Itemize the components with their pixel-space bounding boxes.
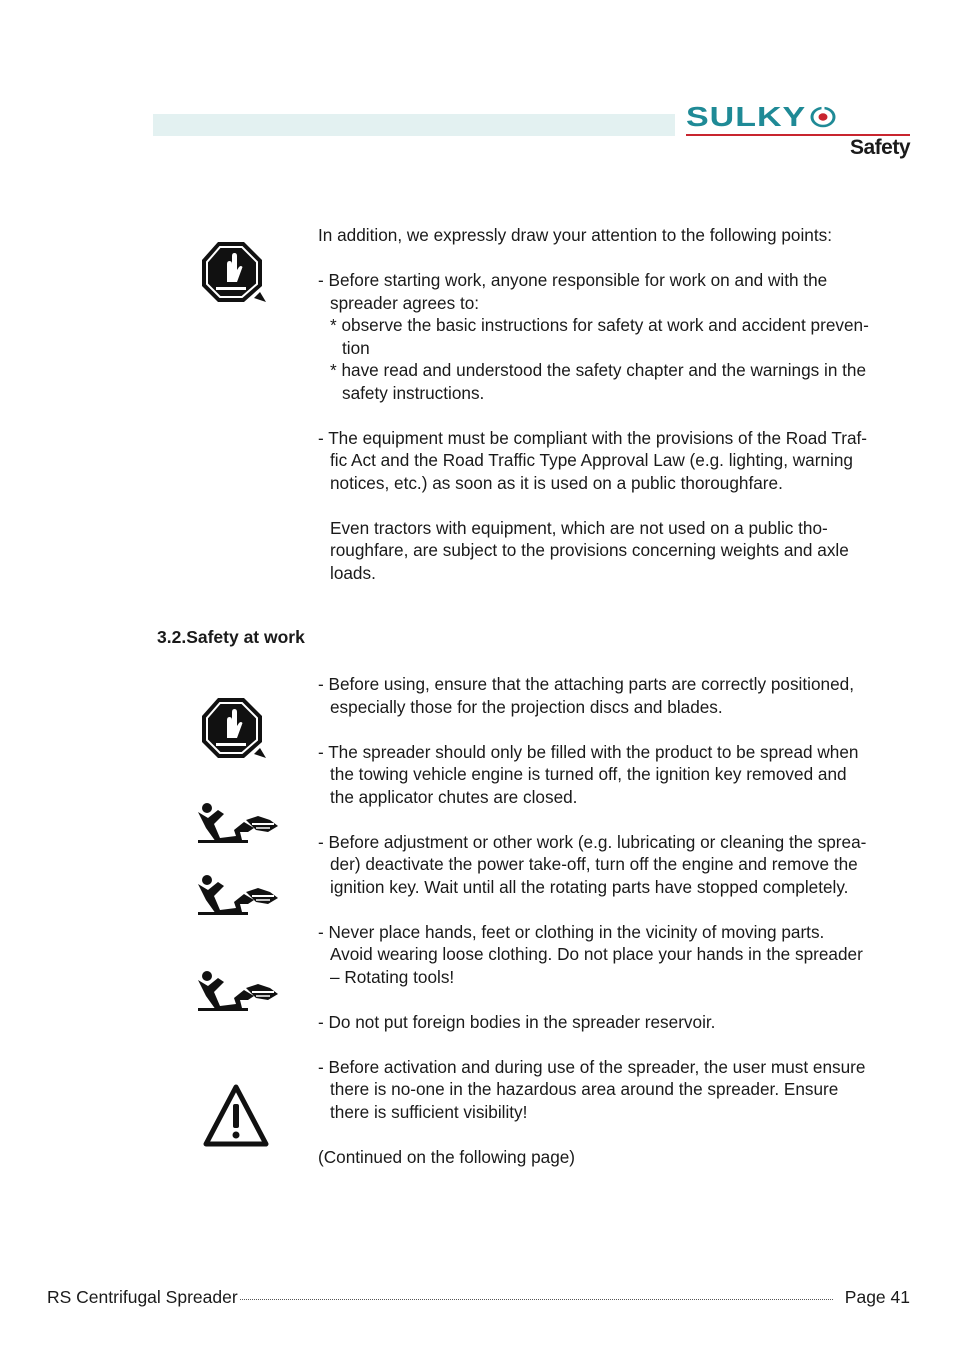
footer-title: RS Centrifugal Spreader (47, 1287, 238, 1307)
sulky-logo (686, 100, 912, 134)
list-item-cont: fic Act and the Road Traffic Type Approval Law (e.g. lighting, warning (330, 450, 853, 470)
section-heading: 3.2.Safety at work (157, 627, 305, 647)
list-item: - Before adjustment or other work (e.g. lubricating or cleaning the sprea- (318, 831, 867, 852)
stop-hand-icon (200, 696, 268, 762)
safety-at-work-block (318, 673, 912, 1168)
page-number: Page 41 (844, 1287, 910, 1307)
sub-list-item-cont: safety instructions. (342, 382, 485, 403)
paragraph: loads. (330, 562, 376, 583)
list-item-cont: the towing vehicle engine is turned off, the ignition key removed and (330, 764, 847, 784)
continued-note: (Continued on the following page) (318, 1146, 576, 1167)
entanglement-hazard-icon (196, 802, 280, 844)
brand-name: SULKY (686, 101, 807, 133)
sub-list-item-cont: tion (342, 337, 370, 358)
list-item-cont: there is no-one in the hazardous area around the spreader. Ensure (330, 1079, 839, 1099)
brand-mark-icon (810, 106, 836, 127)
list-item-cont: notices, etc.) as soon as it is used on a public thoroughfare. (330, 472, 783, 493)
list-item-cont: the applicator chutes are closed. (330, 786, 578, 807)
list-item-cont: spreader agrees to: (330, 292, 480, 313)
intro-text: In addition, we expressly draw your attention to the following points: (318, 225, 833, 245)
stop-hand-icon (200, 240, 268, 306)
list-item: - Before activation and during use of the spreader, the user must ensure (318, 1056, 866, 1077)
list-item-cont: der) deactivate the power take-off, turn off the engine and remove the (330, 854, 858, 874)
page-footer (47, 1287, 910, 1308)
footer-leader-dots (240, 1299, 833, 1300)
list-item-cont: Avoid wearing loose clothing. Do not place your hands in the spreader (330, 944, 863, 964)
safety-points-block (318, 224, 912, 584)
entanglement-hazard-icon (196, 874, 280, 916)
sub-list-item: * observe the basic instructions for safety at work and accident preven- (330, 315, 869, 335)
header-band (153, 114, 675, 136)
list-item: - Do not put foreign bodies in the spreader reservoir. (318, 1011, 716, 1032)
section-title: Safety (849, 136, 910, 159)
list-item: - Before starting work, anyone responsible for work on and with the (318, 270, 828, 290)
list-item-cont: especially those for the projection discs and blades. (330, 696, 723, 717)
paragraph: Even tractors with equipment, which are not used on a public tho- (330, 517, 828, 538)
list-item: - The spreader should only be filled with the product to be spread when (318, 741, 859, 762)
entanglement-hazard-icon (196, 970, 280, 1012)
list-item: - Before using, ensure that the attaching parts are correctly positioned, (318, 674, 854, 694)
list-item-cont: there is sufficient visibility! (330, 1101, 528, 1122)
list-item-cont: – Rotating tools! (330, 966, 455, 987)
list-item: - The equipment must be compliant with the provisions of the Road Traf- (318, 427, 868, 448)
caution-triangle-icon (203, 1084, 269, 1148)
list-item: - Never place hands, feet or clothing in the vicinity of moving parts. (318, 921, 825, 942)
paragraph: roughfare, are subject to the provisions concerning weights and axle (330, 540, 849, 560)
sub-list-item: * have read and understood the safety chapter and the warnings in the (330, 360, 867, 380)
list-item-cont: ignition key. Wait until all the rotating parts have stopped completely. (330, 876, 849, 897)
